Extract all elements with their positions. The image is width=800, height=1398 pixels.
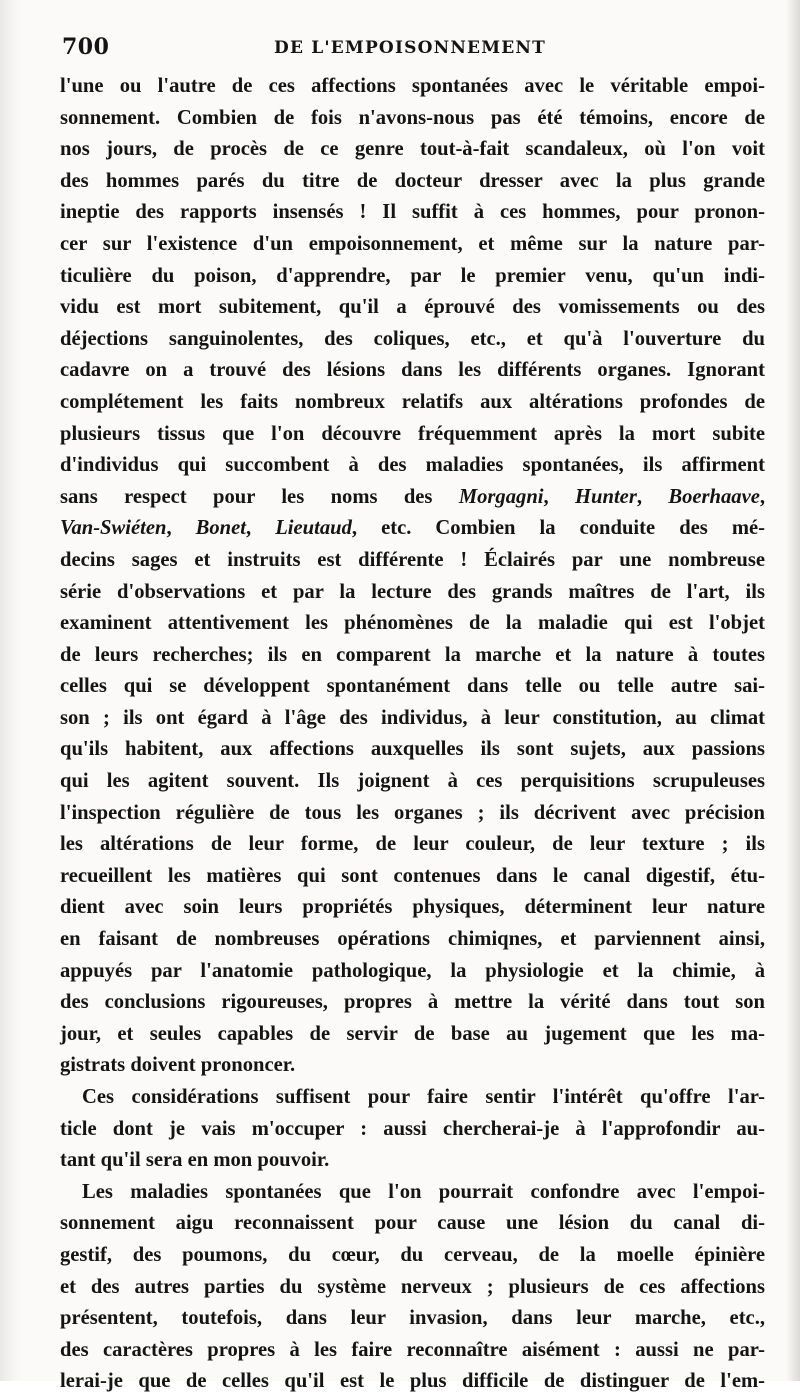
text-line: qu'ils habitent, aux affections auxquelles ils sont sujets, aux passions — [60, 738, 765, 761]
running-title: DE L'EMPOISONNEMENT — [274, 38, 546, 58]
author-name: Boerhaave — [668, 485, 760, 508]
text-fragment: , — [636, 485, 669, 508]
text-line: déjections sanguinolentes, des coliques, etc., et qu'à l'ouverture du — [60, 327, 765, 350]
text-line: nos jours, de procès de ce genre tout-à-fait scandaleux, où l'on voit — [60, 138, 765, 161]
text-line: d'individus qui succombent à des maladies spontanées, ils affirment — [60, 454, 765, 477]
text-line: cadavre on a trouvé des lésions dans les différents organes. Ignorant — [60, 359, 765, 382]
text-line: des caractères propres à les faire reconnaître aisément : aussi ne par- — [60, 1338, 765, 1361]
text-line: vidu est mort subitement, qu'il a éprouvé des vomissements ou des — [60, 296, 765, 319]
text-line: complétement les faits nombreux relatifs aux altérations profondes de — [60, 390, 765, 413]
page-number: 700 — [62, 34, 110, 60]
text-line: plusieurs tissus que l'on découvre fréquemment après la mort subite — [60, 422, 765, 445]
text-line: qui les agitent souvent. Ils joignent à ces perquisitions scrupuleuses — [60, 770, 765, 793]
author-name: Van-Swiéten — [60, 517, 167, 540]
text-fragment: , — [166, 517, 196, 540]
text-fragment: , — [543, 485, 576, 508]
page-edge-shadow — [786, 0, 800, 1381]
body-text — [60, 71, 765, 1398]
text-line: des hommes parés du titre de docteur dresser avec la plus grande — [60, 169, 765, 192]
page-gutter-shadow — [0, 0, 22, 1381]
text-line: ticulière du poison, d'apprendre, par le premier venu, qu'un indi- — [60, 264, 765, 287]
text-line: série d'observations et par la lecture des grands maîtres de l'art, ils — [60, 580, 765, 603]
text-line: des conclusions rigoureuses, propres à mettre la vérité dans tout son — [60, 991, 765, 1014]
text-line: de leurs recherches; ils en comparent la marche et la nature à toutes — [60, 643, 765, 666]
text-line: tant qu'il sera en mon pouvoir. — [60, 1149, 330, 1172]
text-line: decins sages et instruits est différente ! Éclairés par une nombreuse — [60, 548, 765, 571]
text-line: dient avec soin leurs propriétés physiques, déterminent leur nature — [60, 896, 765, 919]
text-line: son ; ils ont égard à l'âge des individus, à leur constitution, au climat — [60, 706, 765, 729]
page-header — [62, 34, 758, 68]
author-name: Hunter — [575, 485, 637, 508]
text-line: Les maladies spontanées que l'on pourrait confondre avec l'empoi- — [82, 1180, 765, 1203]
text-line: cer sur l'existence d'un empoisonnement, et même sur la nature par- — [60, 232, 765, 255]
text-line: lerai-je que de celles qu'il est le plus difficile de distinguer de l'em- — [60, 1370, 765, 1393]
text-line: examinent attentivement les phénomènes de la maladie qui est l'objet — [60, 612, 765, 635]
text-line: appuyés par l'anatomie pathologique, la physiologie et la chimie, à — [60, 959, 765, 982]
text-line: sonnement. Combien de fois n'avons-nous pas été témoins, encore de — [60, 106, 765, 129]
text-line: Ces considérations suffisent pour faire sentir l'intérêt qu'offre l'ar- — [82, 1086, 765, 1108]
text-line: l'une ou l'autre de ces affections spontanées avec le véritable empoi- — [60, 75, 765, 97]
text-fragment: , — [246, 517, 276, 540]
text-line: les altérations de leur forme, de leur couleur, de leur texture ; ils — [60, 833, 765, 856]
author-name: Morgagni — [458, 485, 544, 508]
text-line: gestif, des poumons, du cœur, du cerveau, de la moelle épinière — [60, 1243, 765, 1266]
text-fragment: , — [759, 485, 766, 508]
text-fragment: sans respect pour les noms des — [60, 485, 459, 508]
text-line: l'inspection régulière de tous les organes ; ils décrivent avec précision — [60, 801, 765, 824]
text-line: jour, et seules capables de servir de base au jugement que les ma- — [60, 1022, 765, 1045]
text-line: celles qui se développent spontanément dans telle ou telle autre sai- — [60, 675, 765, 698]
text-line: sonnement aigu reconnaissent pour cause une lésion du canal di- — [60, 1212, 765, 1235]
text-line: gistrats doivent prononcer. — [60, 1054, 296, 1077]
text-line: présentent, toutefois, dans leur invasion, dans leur marche, etc., — [60, 1307, 765, 1330]
text-line — [60, 482, 765, 514]
text-line: et des autres parties du système nerveux ; plusieurs de ces affections — [60, 1275, 765, 1298]
text-line: recueillent les matières qui sont contenues dans le canal digestif, étu- — [60, 864, 765, 887]
text-line: ticle dont je vais m'occuper : aussi chercherai-je à l'approfondir au- — [60, 1117, 765, 1140]
author-name: Bonet — [195, 517, 246, 540]
text-line — [60, 513, 765, 545]
author-name: Lieutaud — [275, 517, 352, 540]
text-line: en faisant de nombreuses opérations chimiqnes, et parviennent ainsi, — [60, 928, 765, 951]
text-line: ineptie des rapports insensés ! Il suffit à ces hommes, pour pronon- — [60, 201, 765, 224]
text-fragment: , etc. Combien la conduite des mé- — [351, 517, 766, 540]
